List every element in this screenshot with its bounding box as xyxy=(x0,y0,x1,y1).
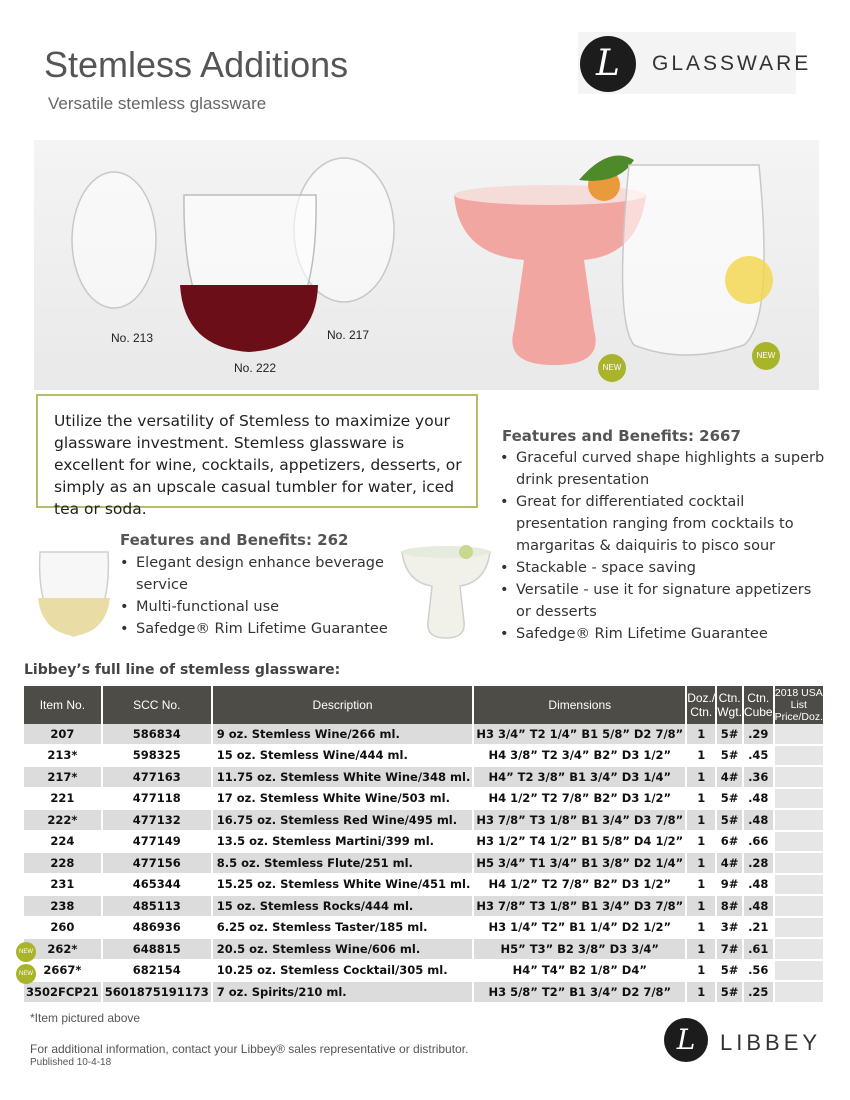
table-heading: Libbey’s full line of stemless glassware: xyxy=(24,662,341,678)
table-cell: .48 xyxy=(743,809,774,831)
table-row xyxy=(24,788,824,810)
new-badge: NEW xyxy=(598,354,626,382)
table-cell: H3 7/8” T3 1/8” B1 3/4” D3 7/8” xyxy=(473,895,686,917)
table-cell: 477163 xyxy=(102,766,212,788)
libbey-logo-icon: L xyxy=(664,1018,708,1062)
table-cell xyxy=(774,724,824,745)
table-cell: .21 xyxy=(743,917,774,939)
table-cell: 5# xyxy=(716,960,743,982)
table-cell: 213* xyxy=(24,745,102,767)
list-item: • Multi-functional use xyxy=(120,596,390,618)
table-cell: 238 xyxy=(24,895,102,917)
table-cell xyxy=(774,981,824,1003)
table-cell: H5” T3” B2 3/8” D3 3/4” xyxy=(473,938,686,960)
published-date: Published 10-4-18 xyxy=(30,1057,112,1068)
table-cell xyxy=(774,745,824,767)
table-cell: 262* xyxy=(24,938,102,960)
table-cell: 9 oz. Stemless Wine/266 ml. xyxy=(212,724,474,745)
col-header-scc-no: SCC No. xyxy=(102,686,212,724)
intro-text: Utilize the versatility of Stemless to maximize your glassware investment. Stemless glassware is excellent for wine, cocktails, appetizers, desserts, or simply as an upscale casual tumbler for water, iced tea or soda. xyxy=(54,412,462,518)
table-cell: 207 xyxy=(24,724,102,745)
glass-2667-photo xyxy=(396,542,496,642)
table-cell: 3# xyxy=(716,917,743,939)
table-cell: .28 xyxy=(743,852,774,874)
contact-text: For additional information, contact your Libbey® sales representative or distributor. xyxy=(30,1042,469,1056)
features-2667-title: Features and Benefits: 2667 xyxy=(502,427,741,445)
new-badge-row-262: NEW xyxy=(16,942,36,962)
col-header-ctn-wgt: Ctn. Wgt. xyxy=(716,686,743,724)
table-cell xyxy=(774,809,824,831)
list-item: • Versatile - use it for signature appetizers or desserts xyxy=(500,579,830,623)
table-cell: 5# xyxy=(716,724,743,745)
table-cell: .61 xyxy=(743,938,774,960)
table-cell: 217* xyxy=(24,766,102,788)
table-cell: 1 xyxy=(686,831,716,853)
table-cell xyxy=(774,938,824,960)
caption-no-217: No. 217 xyxy=(327,328,370,342)
table-cell: 10.25 oz. Stemless Cocktail/305 ml. xyxy=(212,960,474,982)
table-cell: 224 xyxy=(24,831,102,853)
table-cell: .48 xyxy=(743,788,774,810)
list-item: • Safedge® Rim Lifetime Guarantee xyxy=(500,623,830,645)
table-cell: 477132 xyxy=(102,809,212,831)
table-cell: H4” T4” B2 1/8” D4” xyxy=(473,960,686,982)
table-cell xyxy=(774,766,824,788)
table-header-row xyxy=(24,686,824,724)
table-cell: 8# xyxy=(716,895,743,917)
glassware-logo-icon: L xyxy=(580,36,636,92)
table-cell: 1 xyxy=(686,981,716,1003)
table-cell xyxy=(774,831,824,853)
table-row xyxy=(24,724,824,745)
table-cell: 682154 xyxy=(102,960,212,982)
table-row xyxy=(24,745,824,767)
table-row xyxy=(24,895,824,917)
table-cell: 1 xyxy=(686,960,716,982)
table-cell: 1 xyxy=(686,788,716,810)
table-cell: H3 1/2” T4 1/2” B1 5/8” D4 1/2” xyxy=(473,831,686,853)
col-header-description: Description xyxy=(212,686,474,724)
table-cell: 1 xyxy=(686,766,716,788)
table-cell: 477118 xyxy=(102,788,212,810)
list-item: • Elegant design enhance beverage service xyxy=(120,552,390,596)
table-cell: .36 xyxy=(743,766,774,788)
table-cell: 17 oz. Stemless White Wine/503 ml. xyxy=(212,788,474,810)
table-cell: 1 xyxy=(686,809,716,831)
list-item: • Safedge® Rim Lifetime Guarantee xyxy=(120,618,390,640)
table-cell: 5# xyxy=(716,981,743,1003)
page-subtitle: Versatile stemless glassware xyxy=(48,94,267,113)
table-cell: .25 xyxy=(743,981,774,1003)
table-cell: 3502FCP21 xyxy=(24,981,102,1003)
new-badge: NEW xyxy=(752,342,780,370)
table-cell: 7# xyxy=(716,938,743,960)
table-cell: 8.5 oz. Stemless Flute/251 ml. xyxy=(212,852,474,874)
table-cell: .66 xyxy=(743,831,774,853)
table-cell: H3 3/4” T2 1/4” B1 5/8” D2 7/8” xyxy=(473,724,686,745)
table-cell: 5601875191173 xyxy=(102,981,212,1003)
table-cell: H5 3/4” T1 3/4” B1 3/8” D2 1/4” xyxy=(473,852,686,874)
table-row xyxy=(24,960,824,982)
col-header-ctn-cube: Ctn. Cube xyxy=(743,686,774,724)
table-row xyxy=(24,981,824,1003)
table-cell: 13.5 oz. Stemless Martini/399 ml. xyxy=(212,831,474,853)
table-cell: 9# xyxy=(716,874,743,896)
table-cell: 598325 xyxy=(102,745,212,767)
table-row xyxy=(24,938,824,960)
table-cell: .29 xyxy=(743,724,774,745)
table-cell: 5# xyxy=(716,745,743,767)
table-cell: 1 xyxy=(686,895,716,917)
table-cell xyxy=(774,917,824,939)
table-cell xyxy=(774,852,824,874)
table-cell: H4” T2 3/8” B1 3/4” D3 1/4” xyxy=(473,766,686,788)
table-cell: 1 xyxy=(686,917,716,939)
table-cell: H3 7/8” T3 1/8” B1 3/4” D3 7/8” xyxy=(473,809,686,831)
table-cell: H4 3/8” T2 3/4” B2” D3 1/2” xyxy=(473,745,686,767)
hero-photo xyxy=(34,140,819,390)
libbey-name: LIBBEY xyxy=(720,1030,822,1055)
table-cell: 5# xyxy=(716,809,743,831)
table-cell: .56 xyxy=(743,960,774,982)
table-cell: 1 xyxy=(686,874,716,896)
features-262-list xyxy=(120,552,390,640)
table-cell xyxy=(774,788,824,810)
table-row xyxy=(24,852,824,874)
features-262-title: Features and Benefits: 262 xyxy=(120,531,349,549)
table-row xyxy=(24,917,824,939)
table-cell: 16.75 oz. Stemless Red Wine/495 ml. xyxy=(212,809,474,831)
footnote: *Item pictured above xyxy=(30,1011,141,1025)
table-cell: 477149 xyxy=(102,831,212,853)
table-cell: 477156 xyxy=(102,852,212,874)
table-cell: 5# xyxy=(716,788,743,810)
table-cell: 1 xyxy=(686,745,716,767)
features-2667-list xyxy=(500,447,830,645)
table-cell: 15 oz. Stemless Wine/444 ml. xyxy=(212,745,474,767)
table-cell: 485113 xyxy=(102,895,212,917)
new-badge-row-2667: NEW xyxy=(16,964,36,984)
caption-no-213: No. 213 xyxy=(111,331,154,345)
table-cell: H4 1/2” T2 7/8” B2” D3 1/2” xyxy=(473,874,686,896)
table-cell xyxy=(774,874,824,896)
table-cell: 2667* xyxy=(24,960,102,982)
table-cell: 15.25 oz. Stemless White Wine/451 ml. xyxy=(212,874,474,896)
page-title: Stemless Additions xyxy=(44,44,349,85)
table-cell: H3 1/4” T2” B1 1/4” D2 1/2” xyxy=(473,917,686,939)
caption-no-222: No. 222 xyxy=(234,361,277,375)
table-cell xyxy=(774,895,824,917)
product-table xyxy=(24,686,825,1004)
table-row xyxy=(24,809,824,831)
table-cell: H3 5/8” T2” B1 3/4” D2 7/8” xyxy=(473,981,686,1003)
table-cell: 465344 xyxy=(102,874,212,896)
table-cell: 6.25 oz. Stemless Taster/185 ml. xyxy=(212,917,474,939)
table-cell: 1 xyxy=(686,852,716,874)
table-cell: 222* xyxy=(24,809,102,831)
table-cell: 648815 xyxy=(102,938,212,960)
col-header-list-price: 2018 USA List Price/Doz. xyxy=(774,687,824,723)
list-item: • Great for differentiated cocktail presentation ranging from cocktails to margaritas & daiquiris to pisco sour xyxy=(500,491,830,557)
table-cell: 260 xyxy=(24,917,102,939)
table-cell: 228 xyxy=(24,852,102,874)
col-header-doz-ctn: Doz./ Ctn. xyxy=(686,686,716,724)
table-row xyxy=(24,766,824,788)
table-cell: H4 1/2” T2 7/8” B2” D3 1/2” xyxy=(473,788,686,810)
table-cell xyxy=(774,960,824,982)
table-cell: .45 xyxy=(743,745,774,767)
list-item: • Graceful curved shape highlights a superb drink presentation xyxy=(500,447,830,491)
table-cell: 486936 xyxy=(102,917,212,939)
table-cell: .48 xyxy=(743,895,774,917)
table-cell: 231 xyxy=(24,874,102,896)
table-row xyxy=(24,831,824,853)
table-cell: 586834 xyxy=(102,724,212,745)
table-cell: 7 oz. Spirits/210 ml. xyxy=(212,981,474,1003)
table-cell: 15 oz. Stemless Rocks/444 ml. xyxy=(212,895,474,917)
list-item: • Stackable - space saving xyxy=(500,557,830,579)
table-cell: .48 xyxy=(743,874,774,896)
table-cell: 11.75 oz. Stemless White Wine/348 ml. xyxy=(212,766,474,788)
table-cell: 1 xyxy=(686,938,716,960)
table-row xyxy=(24,874,824,896)
table-cell: 221 xyxy=(24,788,102,810)
table-cell: 4# xyxy=(716,766,743,788)
table-cell: 6# xyxy=(716,831,743,853)
table-cell: 1 xyxy=(686,724,716,745)
table-cell: 4# xyxy=(716,852,743,874)
col-header-item-no: Item No. xyxy=(24,686,102,724)
brand-name: GLASSWARE xyxy=(652,52,812,75)
table-cell: 20.5 oz. Stemless Wine/606 ml. xyxy=(212,938,474,960)
glass-262-photo xyxy=(34,544,114,644)
glassware-photo-illustration xyxy=(34,140,819,390)
col-header-dimensions: Dimensions xyxy=(473,686,686,724)
